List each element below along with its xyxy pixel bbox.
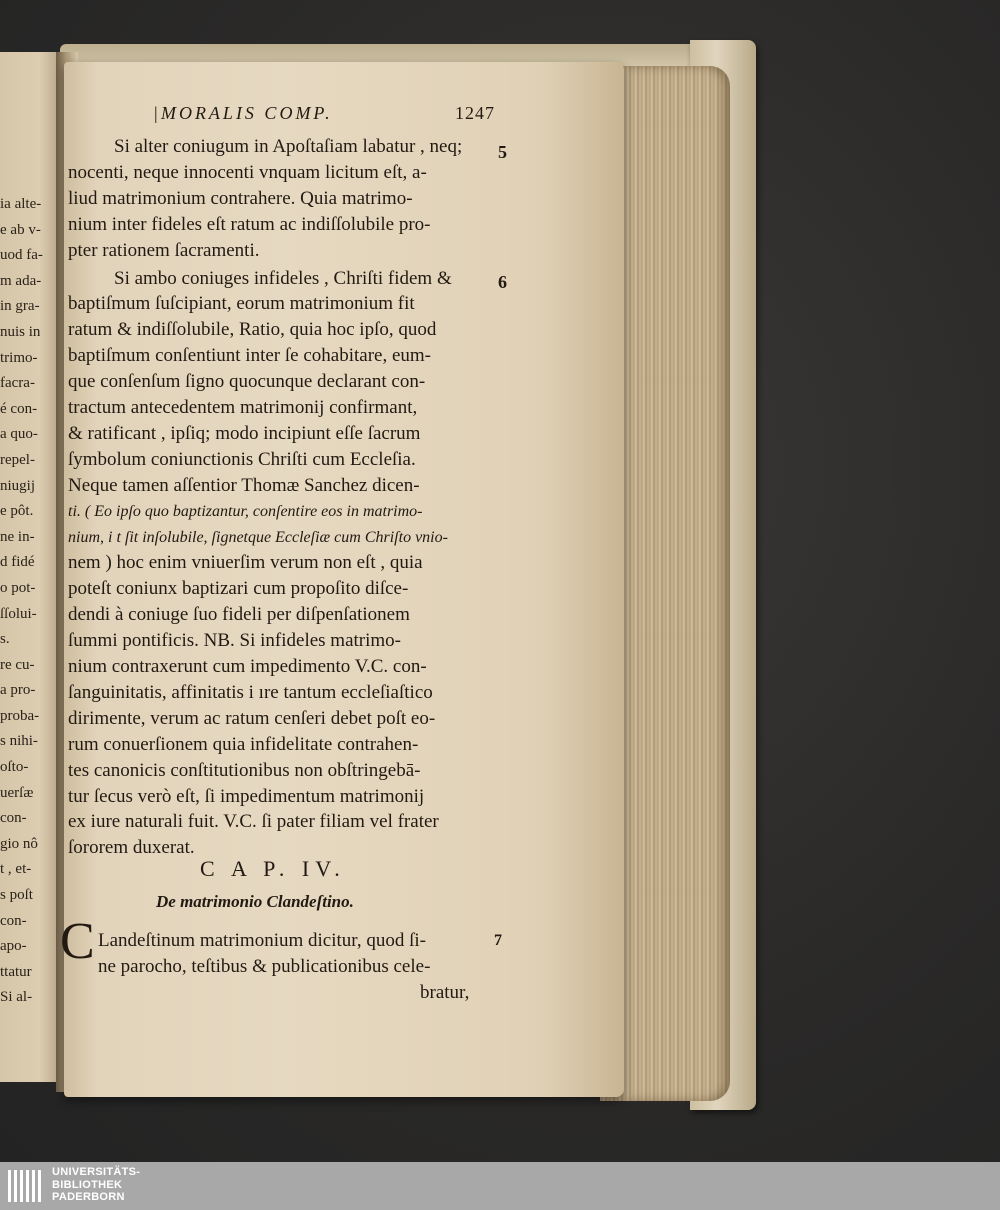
margin-number-7: 7 (494, 932, 502, 949)
left-page-line: oſto- (0, 759, 29, 776)
text-line: nocenti, neque innocenti vnquam licitum eſt, a- (68, 161, 427, 183)
text-line: ex iure naturali fuit. V.C. ſi pater filiam vel frater (68, 811, 439, 833)
left-page-line: d fidé (0, 554, 35, 571)
drop-capital: C (60, 913, 95, 970)
library-name-line-1: UNIVERSITÄTS- (52, 1166, 141, 1178)
text-line: Si ambo coniuges infideles , Chriſti fidem & (114, 267, 452, 289)
margin-number-5: 5 (498, 142, 507, 162)
chapter-text-line-1: Landeſtinum matrimonium dicitur, quod ſi- (98, 930, 426, 951)
text-line: ſanguinitatis, affinitatis i ıre tantum eccleſiaſtico (68, 681, 433, 703)
left-page-line: repel- (0, 451, 35, 468)
text-line: baptiſmum ſuſcipiant, eorum matrimonium fit (68, 293, 415, 315)
left-page-line: s nihi- (0, 733, 38, 750)
left-page-line: e ab v- (0, 221, 41, 238)
text-line: & ratificant , ipſiq; modo incipiunt eſſe ſacrum (68, 422, 421, 444)
text-line: nium contraxerunt cum impedimento V.C. con- (68, 656, 427, 677)
left-page-line: a pro- (0, 682, 36, 699)
chapter-heading: C A P. IV. (200, 856, 346, 881)
text-line: ti. ( Eo ipſo quo baptizantur, conſentire eos in matrimo- (68, 502, 423, 520)
left-page-line: con- (0, 810, 27, 827)
left-page-line: t , et- (0, 861, 32, 878)
chapter-subheading: De matrimonio Clandeſtino. (156, 892, 354, 911)
left-page-line: trimo- (0, 349, 38, 366)
margin-number-6: 6 (498, 271, 507, 292)
left-page-line: é con- (0, 400, 38, 417)
text-line: Neque tamen aſſentior Thomæ Sanchez dicen- (68, 474, 420, 496)
left-page-line: uerſæ (0, 784, 34, 801)
left-page-line: ne in- (0, 528, 35, 545)
left-page-line: m ada- (0, 272, 42, 289)
left-page-line: niugij (0, 477, 36, 494)
left-page-line: s. (0, 631, 10, 648)
left-page-line: gio nô (0, 835, 38, 852)
page-number: 1247 (455, 103, 495, 123)
text-line: Si alter coniugum in Apoſtaſiam labatur , neq; (114, 136, 463, 157)
chapter-text-line-2: ne parocho, teſtibus & publicationibus cele- (98, 956, 431, 977)
left-page-line: ſſolui- (0, 605, 37, 622)
left-page-line: ia alte- (0, 196, 42, 212)
left-page-line: nuis in (0, 323, 41, 340)
left-page-line: uod fa- (0, 247, 43, 264)
left-page-line: in gra- (0, 298, 40, 315)
text-line: nium, i t ſit inſolubile, ſignetque Eccleſiæ cum Chriſto vnio- (68, 528, 448, 546)
text-line: ſummi pontificis. NB. Si infideles matrimo- (68, 630, 402, 652)
left-page-line: ttatur (0, 963, 32, 980)
text-line: tractum antecedentem matrimonij confirmant, (68, 397, 418, 418)
library-name-line-2: BIBLIOTHEK (52, 1178, 123, 1191)
text-line: ſororem duxerat. (68, 837, 195, 859)
library-name-line-3: PADERBORN (52, 1191, 125, 1203)
library-name (52, 1166, 140, 1204)
text-line: dirimente, verum ac ratum cenſeri debet poſt eo- (68, 707, 436, 729)
left-page-line: Si al- (0, 989, 33, 1006)
text-line: poteſt coniunx baptizari cum propoſito diſce- (68, 578, 409, 600)
running-head-title: |MORALIS COMP. (153, 103, 333, 123)
left-page-text (0, 192, 60, 1011)
left-page-line: s poſt (0, 887, 33, 904)
left-page-line: apo- (0, 938, 27, 955)
left-page-line: o pot- (0, 579, 36, 596)
text-line: ratum & indiſſolubile, Ratio, quia hoc ipſo, quod (68, 319, 437, 341)
text-line: que conſenſum ſigno quocunque declarant con- (68, 371, 426, 393)
running-head (153, 103, 503, 129)
left-page-line: con- (0, 912, 27, 929)
footer-bar (0, 1162, 1000, 1210)
left-page-line: re cu- (0, 656, 35, 673)
left-page-line: proba- (0, 707, 40, 724)
text-line: liud matrimonium contrahere. Quia matrimo- (68, 187, 413, 209)
text-line: ſymbolum coniunctionis Chriſti cum Eccleſia. (68, 448, 416, 470)
text-line: pter rationem ſacramenti. (68, 239, 260, 261)
text-line: rum conuerſionem quia infidelitate contrahen- (68, 733, 419, 755)
catchword: bratur, (420, 982, 470, 1003)
text-line: dendi à coniuge ſuo fideli per diſpenſationem (68, 604, 410, 626)
left-page-line: e pôt. (0, 503, 34, 520)
text-line: tur ſecus verò eſt, ſi impedimentum matrimonij (68, 785, 425, 807)
text-line: nem ) hoc enim vniuerſim verum non eſt , quia (68, 552, 423, 574)
text-line: tes canonicis conſtitutionibus non obſtringebā- (68, 759, 421, 781)
library-logo-icon (6, 1166, 46, 1206)
text-line: baptiſmum conſentiunt inter ſe cohabitare, eum- (68, 345, 431, 367)
text-line: nium inter fideles eſt ratum ac indiſſolubile pro- (68, 213, 431, 235)
left-page-line: facra- (0, 375, 35, 392)
left-page-line: a quo- (0, 426, 38, 443)
